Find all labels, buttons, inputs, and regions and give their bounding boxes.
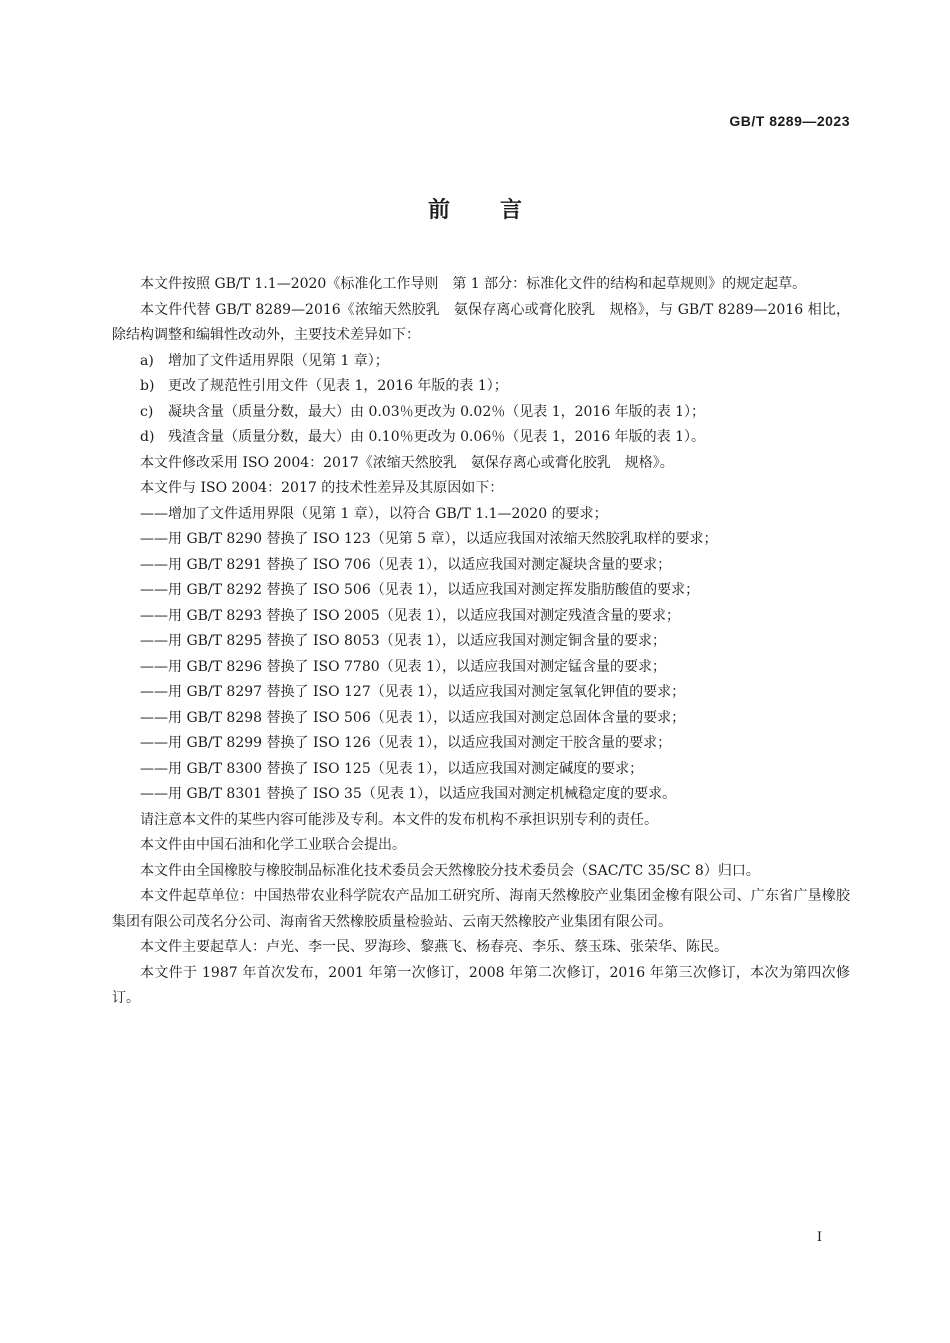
list-item-change (112, 374, 850, 400)
list-item-difference: ——用 GB/T 8292 替换了 ISO 506（见表 1），以适应我国对测定挥发脂肪酸值的要求； (140, 582, 700, 598)
list-item-change (112, 400, 850, 426)
paragraph-history: 本文件于 1987 年首次发布，2001 年第一次修订，2008 年第二次修订，2016 年第三次修订，本次为第四次修订。 (112, 964, 850, 1006)
list-item-change (112, 349, 850, 375)
list-item-difference: ——用 GB/T 8299 替换了 ISO 126（见表 1），以适应我国对测定干胶含量的要求； (140, 735, 672, 751)
paragraph-proposer: 本文件由中国石油和化学工业联合会提出。 (140, 837, 406, 853)
list-item-text: 残渣含量（质量分数，最大）由 0.10％更改为 0.06％（见表 1，2016 年版的表 1）。 (168, 429, 706, 445)
list-item-text: 更改了规范性引用文件（见表 1，2016 年版的表 1）； (168, 378, 508, 394)
list-marker: b) (140, 378, 155, 394)
paragraph-patent-notice: 请注意本文件的某些内容可能涉及专利。本文件的发布机构不承担识别专利的责任。 (140, 811, 658, 828)
list-item-difference: ——增加了文件适用界限（见第 1 章），以符合 GB/T 1.1—2020 的要求； (140, 505, 608, 522)
foreword-body (112, 272, 850, 1012)
list-item-difference: ——用 GB/T 8297 替换了 ISO 127（见表 1），以适应我国对测定氢氧化钾值的要求； (140, 684, 686, 700)
paragraph-technical-committee: 本文件由全国橡胶与橡胶制品标准化技术委员会天然橡胶分技术委员会（SAC/TC 35/SC 8）归口。 (140, 862, 760, 879)
paragraph-iso-adoption: 本文件修改采用 ISO 2004：2017《浓缩天然胶乳 氨保存离心或膏化胶乳 规格》。 (140, 454, 674, 471)
list-item-change (112, 425, 850, 451)
standard-code: GB/T 8289—2023 (729, 113, 850, 129)
paragraph-replaces: 本文件代替 GB/T 8289—2016《浓缩天然胶乳 氨保存离心或膏化胶乳 规格》，与 GB/T 8289—2016 相比，除结构调整和编辑性改动外，主要技术差异如下： (112, 301, 850, 343)
list-item-difference: ——用 GB/T 8298 替换了 ISO 506（见表 1），以适应我国对测定总固体含量的要求； (140, 709, 686, 726)
list-item-text: 凝块含量（质量分数，最大）由 0.03％更改为 0.02％（见表 1，2016 年版的表 1）； (168, 403, 706, 420)
page-title: 前言 (427, 198, 572, 223)
paragraph-drafting-units: 本文件起草单位：中国热带农业科学院农产品加工研究所、海南天然橡胶产业集团金橡有限公司、广东省广垦橡胶集团有限公司茂名分公司、海南省天然橡胶质量检验站、云南天然橡胶产业集团有限公司。 (112, 888, 850, 930)
paragraph-drafters: 本文件主要起草人：卢光、李一民、罗海珍、黎燕飞、杨春亮、李乐、蔡玉珠、张荣华、陈民。 (140, 939, 728, 955)
page-number: I (816, 1230, 822, 1245)
list-item-difference: ——用 GB/T 8295 替换了 ISO 8053（见表 1），以适应我国对测定铜含量的要求； (140, 633, 666, 649)
list-item-difference: ——用 GB/T 8300 替换了 ISO 125（见表 1），以适应我国对测定碱度的要求； (140, 760, 644, 777)
list-item-difference: ——用 GB/T 8290 替换了 ISO 123（见第 5 章），以适应我国对浓缩天然胶乳取样的要求； (140, 531, 718, 547)
list-item-difference: ——用 GB/T 8291 替换了 ISO 706（见表 1），以适应我国对测定凝块含量的要求； (140, 556, 672, 573)
paragraph-differences-intro: 本文件与 ISO 2004：2017 的技术性差异及其原因如下： (140, 480, 504, 496)
list-item-difference: ——用 GB/T 8296 替换了 ISO 7780（见表 1），以适应我国对测定锰含量的要求； (140, 658, 666, 675)
list-marker: a) (140, 352, 154, 369)
paragraph-drafting-rules: 本文件按照 GB/T 1.1—2020《标准化工作导则 第 1 部分：标准化文件的结构和起草规则》的规定起草。 (140, 276, 807, 292)
list-item-text: 增加了文件适用界限（见第 1 章）； (168, 352, 389, 369)
list-marker: d) (140, 429, 155, 445)
list-marker: c) (140, 403, 154, 420)
list-item-difference: ——用 GB/T 8301 替换了 ISO 35（见表 1），以适应我国对测定机械稳定度的要求。 (140, 786, 677, 802)
list-item-difference: ——用 GB/T 8293 替换了 ISO 2005（见表 1），以适应我国对测定残渣含量的要求； (140, 607, 680, 624)
